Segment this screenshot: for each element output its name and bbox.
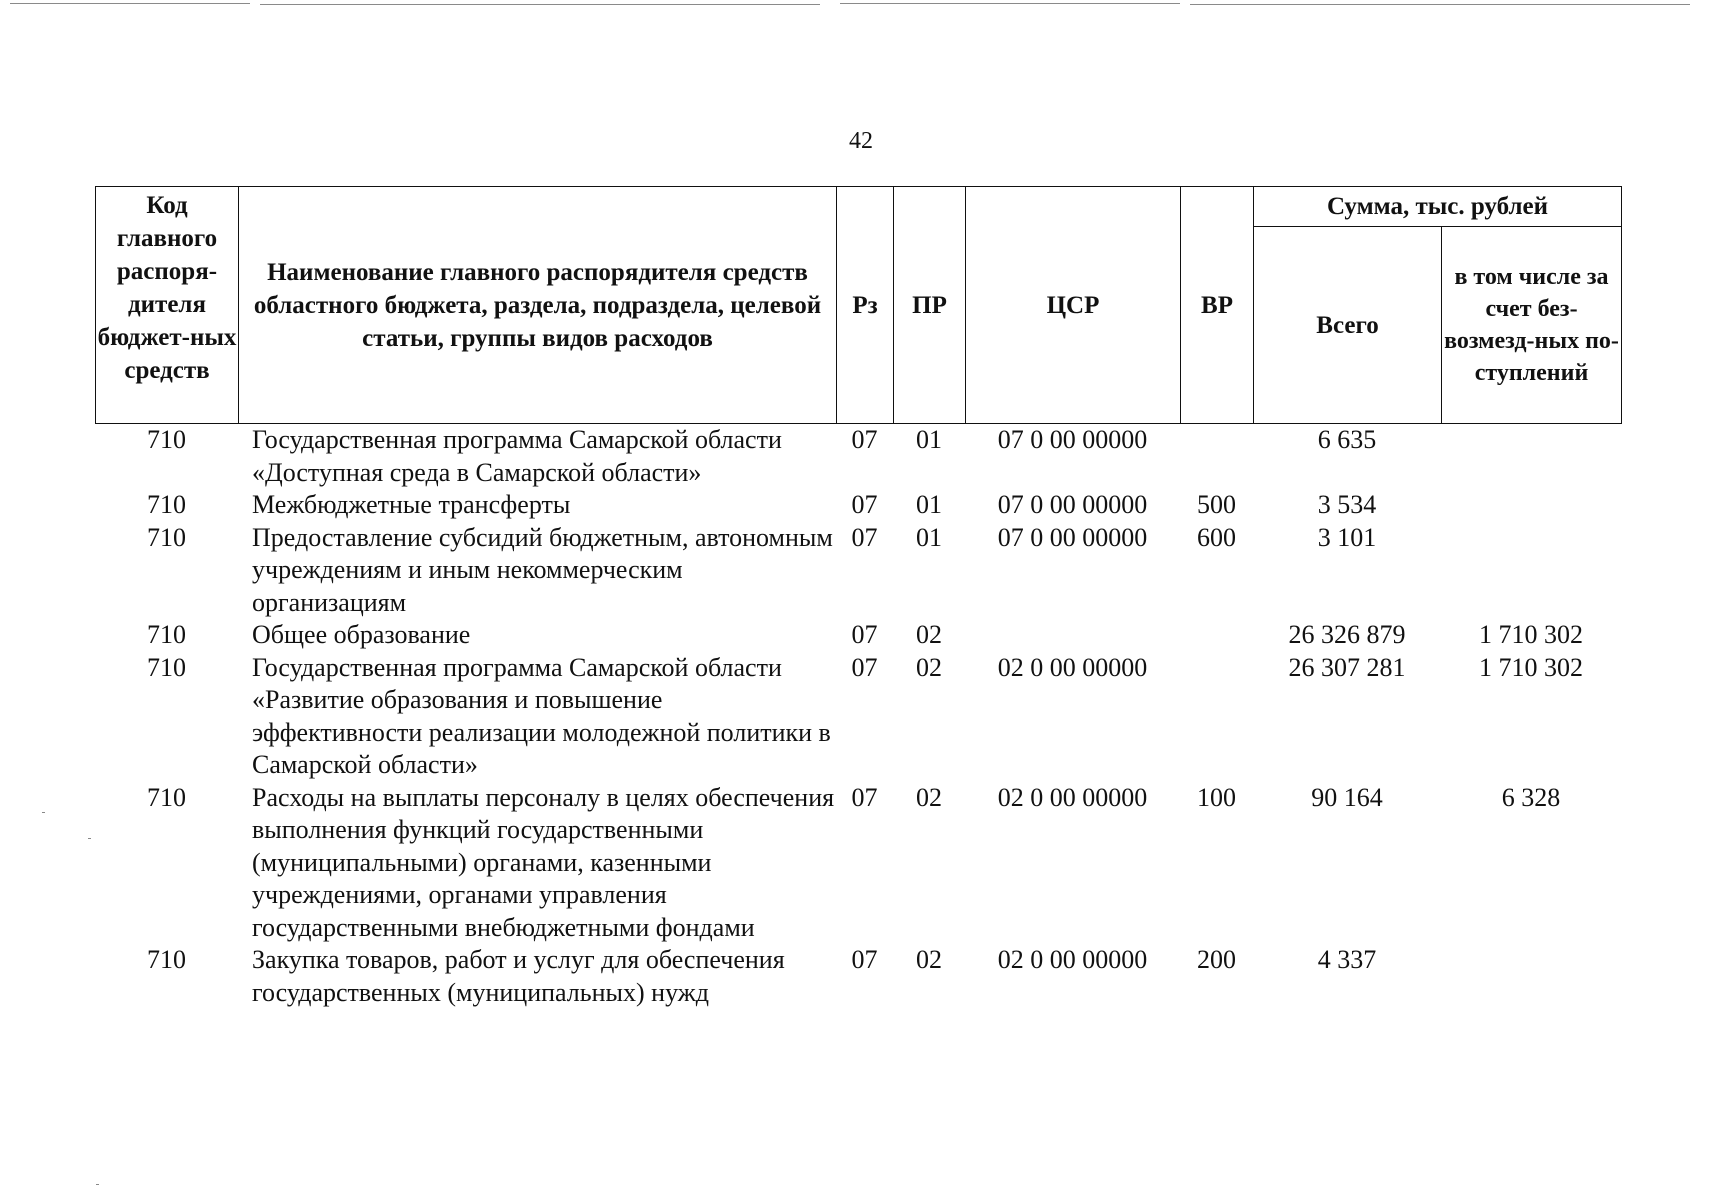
cell-name: Предоставление субсидий бюджетным, автономным учреждениям и иным некоммерческим организациям <box>252 522 833 617</box>
header-incl: в том числе за счет без-возмезд-ных по-ступлений <box>1442 227 1622 424</box>
cell-csr: 02 0 00 00000 <box>997 652 1148 682</box>
cell-pr: 02 <box>916 620 942 649</box>
cell-code: 710 <box>147 522 186 552</box>
cell-code: 710 <box>147 652 186 682</box>
cell-csr: 07 0 00 00000 <box>997 490 1148 519</box>
table-row <box>95 652 1621 782</box>
table-row <box>95 489 1621 522</box>
scan-edge-line <box>1190 4 1690 5</box>
cell-vr: 600 <box>1197 522 1236 552</box>
cell-name: Общее образование <box>252 620 471 649</box>
cell-name: Государственная программа Самарской области «Развитие образования и повышение эффективности реализации молодежной политики в Самарской области» <box>252 652 831 779</box>
page-number: 42 <box>849 128 873 154</box>
cell-vr: 100 <box>1197 782 1236 812</box>
cell-vr <box>1180 424 1253 489</box>
cell-total: 90 164 <box>1311 782 1383 812</box>
header-sum: Сумма, тыс. рублей <box>1254 187 1622 227</box>
table-row <box>95 782 1621 945</box>
cell-incl: 6 328 <box>1501 782 1561 812</box>
cell-csr: 02 0 00 00000 <box>997 782 1148 812</box>
cell-incl: 1 710 302 <box>1479 620 1583 649</box>
table-row <box>95 424 1621 489</box>
cell-vr <box>1180 619 1253 652</box>
cell-incl <box>1441 424 1621 489</box>
budget-table-body <box>95 424 1621 1009</box>
cell-code: 710 <box>147 945 186 974</box>
cell-incl <box>1441 944 1621 1009</box>
scan-speck <box>96 1184 99 1185</box>
budget-table-header <box>95 186 1622 424</box>
cell-rz: 07 <box>851 620 878 649</box>
cell-rz: 07 <box>851 652 878 682</box>
cell-csr: 07 0 00 00000 <box>997 425 1148 454</box>
cell-incl: 1 710 302 <box>1479 652 1583 682</box>
scan-speck <box>88 838 91 839</box>
cell-pr: 01 <box>916 490 942 519</box>
cell-pr: 02 <box>916 652 942 682</box>
header-rz: Рз <box>837 187 894 424</box>
table-row <box>95 619 1621 652</box>
cell-code: 710 <box>147 490 186 519</box>
cell-pr: 02 <box>916 945 942 974</box>
cell-csr: 02 0 00 00000 <box>997 945 1148 974</box>
cell-pr: 01 <box>916 425 942 454</box>
scan-edge-line <box>10 3 250 4</box>
cell-name: Государственная программа Самарской области «Доступная среда в Самарской области» <box>252 425 782 487</box>
cell-rz: 07 <box>851 490 878 519</box>
cell-name: Межбюджетные трансферты <box>252 490 571 519</box>
header-vr: ВР <box>1181 187 1254 424</box>
cell-total: 6 635 <box>1317 425 1377 454</box>
cell-rz: 07 <box>851 945 878 974</box>
header-csr: ЦСР <box>966 187 1181 424</box>
cell-code: 710 <box>147 425 186 454</box>
cell-total: 3 534 <box>1317 490 1377 519</box>
cell-code: 710 <box>147 620 186 649</box>
cell-incl <box>1441 489 1621 522</box>
cell-pr: 01 <box>916 522 942 552</box>
header-pr: ПР <box>894 187 966 424</box>
cell-name: Расходы на выплаты персоналу в целях обеспечения выполнения функций государственными (муниципальными) органами, казенными учреждениями, органами управления государственными внебюджетными фондами <box>252 782 835 942</box>
cell-csr <box>965 619 1180 652</box>
cell-code: 710 <box>147 782 186 812</box>
cell-vr: 200 <box>1197 945 1236 974</box>
cell-rz: 07 <box>851 782 878 812</box>
scan-edge-line <box>840 3 1180 4</box>
cell-total: 3 101 <box>1317 522 1377 552</box>
cell-rz: 07 <box>851 522 878 552</box>
header-total: Всего <box>1254 227 1442 424</box>
header-name: Наименование главного распорядителя средств областного бюджета, раздела, подраздела, целевой статьи, группы видов расходов <box>239 187 837 424</box>
cell-csr: 07 0 00 00000 <box>997 522 1148 552</box>
cell-vr: 500 <box>1197 490 1236 519</box>
cell-rz: 07 <box>851 425 878 454</box>
cell-pr: 02 <box>916 782 942 812</box>
table-row <box>95 944 1621 1009</box>
table-row <box>95 522 1621 620</box>
scan-speck <box>42 812 45 813</box>
cell-name: Закупка товаров, работ и услуг для обеспечения государственных (муниципальных) нужд <box>252 945 785 1007</box>
cell-incl <box>1441 522 1621 620</box>
scan-edge-line <box>260 4 820 5</box>
cell-total: 26 307 281 <box>1288 652 1406 682</box>
cell-vr <box>1180 652 1253 782</box>
cell-total: 4 337 <box>1317 945 1377 974</box>
cell-total: 26 326 879 <box>1288 620 1406 649</box>
header-code: Код главного распоря-дителя бюджет-ных средств <box>96 187 239 424</box>
